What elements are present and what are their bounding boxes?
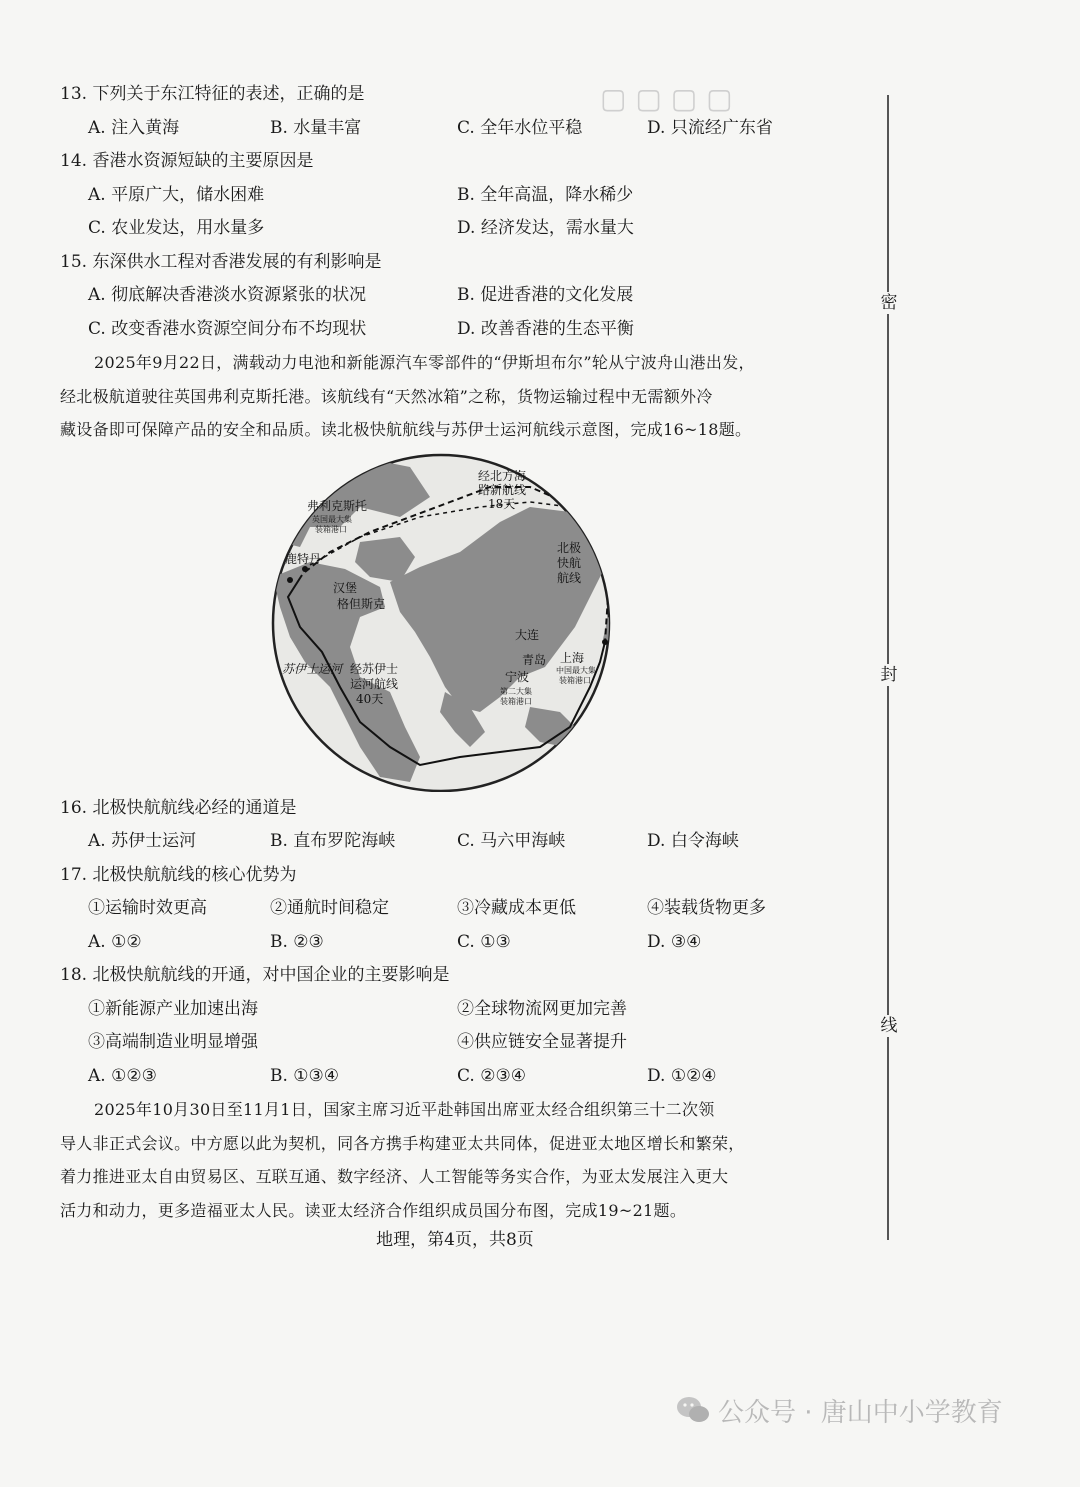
question-18-statements-row2 xyxy=(60,1026,850,1060)
polar-globe-map xyxy=(60,447,850,792)
q17-option-c: C. ①③ xyxy=(457,931,511,952)
passage-arctic xyxy=(60,346,850,447)
label-dalian: 大连 xyxy=(515,627,540,642)
label-nsr1: 经北方海 xyxy=(478,468,527,483)
question-13-stem: 13. 下列关于东江特征的表述，正确的是 xyxy=(60,84,365,104)
wechat-icon xyxy=(676,1395,710,1425)
question-13-options xyxy=(60,112,850,146)
q13-option-c: C. 全年水位平稳 xyxy=(457,117,583,138)
side-mark-feng: 封 xyxy=(880,665,898,685)
passage-apec-line4: 活力和动力，更多造福亚太人民。读亚太经济合作组织成员国分布图，完成19~21题。 xyxy=(60,1200,687,1220)
label-arctic3: 航线 xyxy=(557,570,582,585)
label-shanghai-note2: 装箱港口 xyxy=(559,675,591,685)
question-16-stem: 16. 北极快航航线必经的通道是 xyxy=(60,797,297,818)
label-arctic2: 快航 xyxy=(557,555,582,570)
question-17-statements xyxy=(60,892,850,926)
q16-option-c: C. 马六甲海峡 xyxy=(457,831,566,851)
question-18-stem: 18. 北极快航航线的开通，对中国企业的主要影响是 xyxy=(60,965,450,985)
q18-statement-2: ②全球物流网更加完善 xyxy=(457,998,627,1019)
q18-option-c: C. ②③④ xyxy=(457,1065,526,1086)
q15-option-b: B. 促进香港的文化发展 xyxy=(457,285,634,305)
label-felixstowe-note2: 装箱港口 xyxy=(315,524,347,534)
q14-option-b: B. 全年高温，降水稀少 xyxy=(457,184,634,205)
q17-statement-2: ②通航时间稳定 xyxy=(270,898,389,918)
question-18-statements-row1 xyxy=(60,993,850,1027)
question-15-options-row1 xyxy=(60,279,850,313)
q13-option-b: B. 水量丰富 xyxy=(270,117,362,138)
felixstowe-port-marker xyxy=(302,566,308,572)
label-felixstowe: 弗利克斯托 xyxy=(307,498,368,513)
label-gdansk: 格但斯克 xyxy=(337,596,386,611)
page-footer: 地理，第4页，共8页 xyxy=(376,1230,534,1250)
label-nsr-days: 18天 xyxy=(488,496,516,511)
q18-statement-1: ①新能源产业加速出海 xyxy=(88,998,258,1019)
q13-option-d: D. 只流经广东省 xyxy=(647,117,773,138)
label-ningbo-note1: 第二大集 xyxy=(500,686,532,696)
passage-arctic-line1: 2025年9月22日，满载动力电池和新能源汽车零部件的“伊斯坦布尔”轮从宁波舟山港出发， xyxy=(94,353,755,372)
label-shanghai: 上海 xyxy=(560,650,585,665)
q15-option-d: D. 改善香港的生态平衡 xyxy=(457,318,634,339)
question-17-options xyxy=(60,926,850,960)
q15-option-a: A. 彻底解决香港淡水资源紧张的状况 xyxy=(88,285,367,305)
label-suez-route2: 运河航线 xyxy=(350,676,399,691)
q17-statement-1: ①运输时效更高 xyxy=(88,898,207,918)
question-18-options xyxy=(60,1060,850,1094)
passage-arctic-line2: 经北极航道驶往英国弗利克斯托港。该航线有“天然冰箱”之称，货物运输过程中无需额外冷 xyxy=(60,386,713,406)
arctic-route-map xyxy=(60,447,850,792)
q18-option-d: D. ①②④ xyxy=(647,1065,717,1086)
q13-option-a: A. 注入黄海 xyxy=(88,117,180,138)
q14-option-d: D. 经济发达，需水量大 xyxy=(457,218,634,238)
q17-option-b: B. ②③ xyxy=(270,931,324,952)
q17-option-d: D. ③④ xyxy=(647,931,702,952)
side-mark-mi: 密 xyxy=(880,293,898,313)
q16-option-d: D. 白令海峡 xyxy=(647,831,739,851)
exam-page xyxy=(60,78,850,1227)
label-hamburg: 汉堡 xyxy=(333,580,358,595)
q17-option-a: A. ①② xyxy=(88,931,142,952)
q14-option-a: A. 平原广大，储水困难 xyxy=(88,184,265,205)
label-ningbo-note2: 装箱港口 xyxy=(500,696,532,706)
label-arctic1: 北极 xyxy=(557,540,582,555)
question-15-stem: 15. 东深供水工程对香港发展的有利影响是 xyxy=(60,251,382,272)
label-suez-days: 40天 xyxy=(356,691,384,706)
passage-apec xyxy=(60,1093,850,1227)
q17-statement-3: ③冷藏成本更低 xyxy=(457,898,576,918)
q15-option-c: C. 改变香港水资源空间分布不均现状 xyxy=(88,318,367,339)
q17-statement-4: ④装载货物更多 xyxy=(647,898,766,918)
q16-option-b: B. 直布罗陀海峡 xyxy=(270,831,396,851)
q16-option-a: A. 苏伊士运河 xyxy=(88,831,197,851)
q14-option-c: C. 农业发达，用水量多 xyxy=(88,218,265,238)
passage-apec-line2: 导人非正式会议。中方愿以此为契机，同各方携手构建亚太共同体，促进亚太地区增长和繁荣， xyxy=(60,1133,745,1153)
label-felixstowe-note1: 英国最大集 xyxy=(312,514,352,524)
label-ningbo: 宁波 xyxy=(505,669,530,684)
label-suez-route1: 经苏伊士 xyxy=(350,661,399,676)
label-qingdao: 青岛 xyxy=(522,652,547,667)
question-14-options-row1 xyxy=(60,179,850,213)
question-17-stem: 17. 北极快航航线的核心优势为 xyxy=(60,864,297,885)
rotterdam-port-marker xyxy=(287,577,293,583)
question-15-options-row2 xyxy=(60,313,850,347)
q18-statement-4: ④供应链安全显著提升 xyxy=(457,1032,627,1052)
q18-option-a: A. ①②③ xyxy=(88,1065,157,1086)
watermark-text: 公众号 · 唐山中小学教育 xyxy=(718,1397,1003,1428)
wechat-watermark xyxy=(676,1390,1003,1430)
ningbo-port-marker xyxy=(602,639,608,645)
passage-arctic-line3: 藏设备即可保障产品的安全和品质。读北极快航航线与苏伊士运河航线示意图，完成16~18题。 xyxy=(60,420,752,439)
q18-option-b: B. ①③④ xyxy=(270,1065,340,1086)
passage-apec-line1: 2025年10月30日至11月1日，国家主席习近平赴韩国出席亚太经合组织第三十二次领 xyxy=(94,1100,715,1119)
passage-apec-line3: 着力推进亚太自由贸易区、互联互通、数字经济、人工智能等务实合作，为亚太发展注入更大 xyxy=(60,1167,729,1186)
question-14-options-row2 xyxy=(60,212,850,246)
label-rotterdam: 鹿特丹 xyxy=(285,551,322,566)
label-shanghai-note1: 中国最大集 xyxy=(556,665,596,675)
bleed-through-decoration: ▢ ▢ ▢ ▢ xyxy=(600,82,733,115)
question-16-options xyxy=(60,825,850,859)
q18-statement-3: ③高端制造业明显增强 xyxy=(88,1032,258,1052)
label-nsr2: 路新航线 xyxy=(478,482,527,497)
side-mark-xian: 线 xyxy=(880,1016,898,1036)
label-suez-canal: 苏伊士运河 xyxy=(282,661,343,676)
question-14-stem: 14. 香港水资源短缺的主要原因是 xyxy=(60,151,314,171)
